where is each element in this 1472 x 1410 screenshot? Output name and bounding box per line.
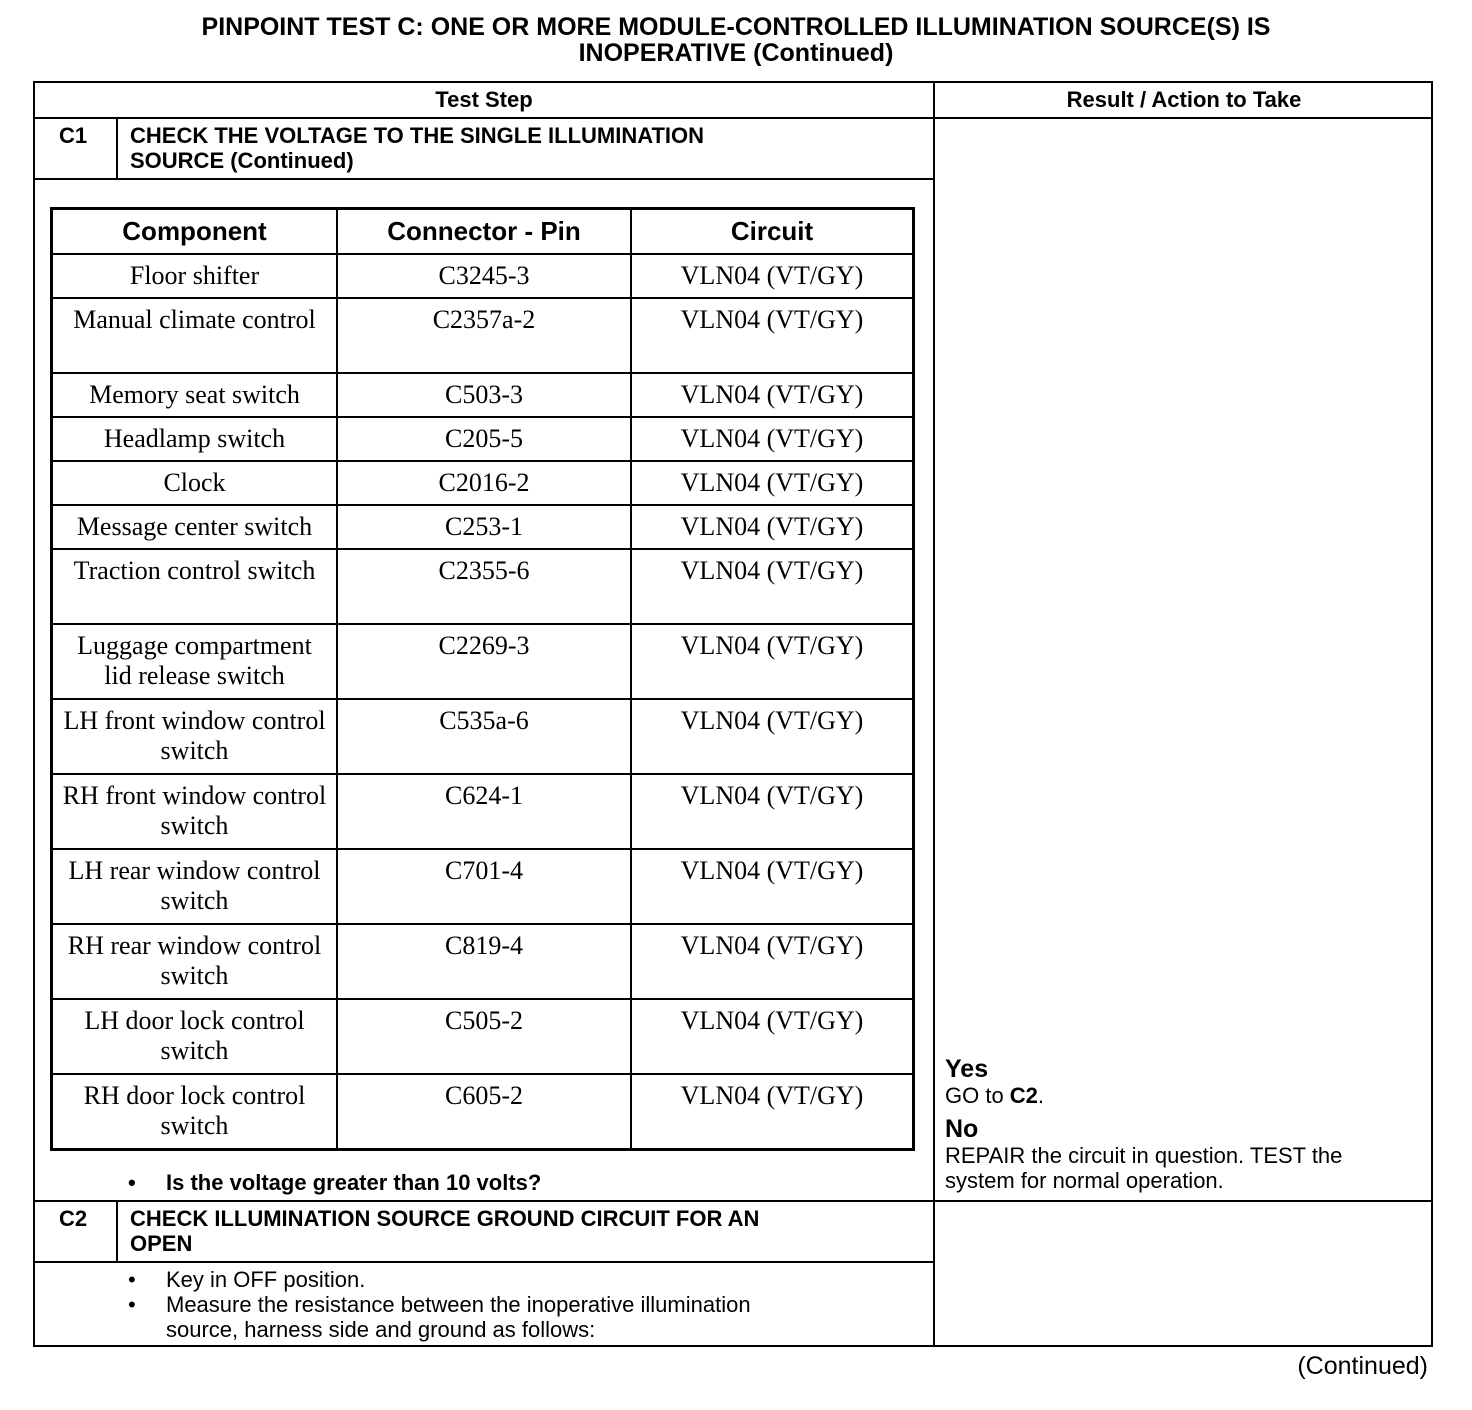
- cell-circuit: VLN04 (VT/GY): [631, 774, 914, 849]
- component-table-body: [52, 254, 914, 1149]
- step-id-divider: [116, 1201, 118, 1261]
- step-title-c2-line-1: CHECK ILLUMINATION SOURCE GROUND CIRCUIT FOR AN: [130, 1206, 760, 1231]
- cell-connector-pin: C624-1: [337, 774, 631, 849]
- bullet-item: [128, 1292, 908, 1317]
- bullet-icon: •: [128, 1170, 136, 1195]
- step-id-c2: C2: [59, 1206, 88, 1231]
- table-row: [52, 699, 914, 774]
- step-title-c2: [130, 1206, 759, 1256]
- cell-circuit: VLN04 (VT/GY): [631, 461, 914, 505]
- result-no-line-1: REPAIR the circuit in question. TEST the: [945, 1143, 1343, 1168]
- page-title: [0, 14, 1472, 66]
- cell-connector-pin: C2269-3: [337, 624, 631, 699]
- result-no-label: No: [945, 1115, 979, 1143]
- question-text: Is the voltage greater than 10 volts?: [166, 1170, 542, 1195]
- cell-component: Headlamp switch: [52, 417, 338, 461]
- table-row: [52, 505, 914, 549]
- table-row: [52, 549, 914, 624]
- cell-component: LH rear window control switch: [52, 849, 338, 924]
- bullet-text: Measure the resistance between the inoperative illumination: [166, 1292, 751, 1317]
- cell-component: Luggage compartment lid release switch: [52, 624, 338, 699]
- title-line-1: PINPOINT TEST C: ONE OR MORE MODULE-CONTROLLED ILLUMINATION SOURCE(S) IS: [201, 13, 1271, 41]
- bullet-item: [128, 1267, 908, 1292]
- table-row: [52, 1074, 914, 1149]
- result-yes-suffix: .: [1037, 1083, 1045, 1108]
- divider: [35, 178, 933, 180]
- bullet-continuation: [128, 1317, 908, 1342]
- table-row: [52, 254, 914, 298]
- table-header-row: [52, 209, 914, 255]
- column-header-circuit: Circuit: [631, 209, 914, 255]
- cell-circuit: VLN04 (VT/GY): [631, 924, 914, 999]
- divider: [35, 1261, 933, 1263]
- cell-connector-pin: C535a-6: [337, 699, 631, 774]
- step-title-c1-line-1: CHECK THE VOLTAGE TO THE SINGLE ILLUMINATION: [130, 123, 705, 148]
- cell-circuit: VLN04 (VT/GY): [631, 298, 914, 373]
- cell-component: LH door lock control switch: [52, 999, 338, 1074]
- bullet-text: Key in OFF position.: [166, 1267, 366, 1292]
- cell-component: Floor shifter: [52, 254, 338, 298]
- cell-component: Memory seat switch: [52, 373, 338, 417]
- cell-component: RH rear window control switch: [52, 924, 338, 999]
- cell-circuit: VLN04 (VT/GY): [631, 505, 914, 549]
- step-id-c1: C1: [59, 123, 88, 148]
- cell-component: Manual climate control: [52, 298, 338, 373]
- cell-circuit: VLN04 (VT/GY): [631, 699, 914, 774]
- title-line-2: INOPERATIVE (Continued): [578, 39, 894, 67]
- cell-connector-pin: C2357a-2: [337, 298, 631, 373]
- table-row: [52, 924, 914, 999]
- header-result-action: Result / Action to Take: [1066, 87, 1302, 112]
- table-row: [52, 849, 914, 924]
- cell-circuit: VLN04 (VT/GY): [631, 1074, 914, 1149]
- cell-component: Message center switch: [52, 505, 338, 549]
- result-yes-label: Yes: [945, 1055, 989, 1083]
- cell-circuit: VLN04 (VT/GY): [631, 624, 914, 699]
- result-yes-prefix: GO to: [945, 1083, 1010, 1108]
- cell-connector-pin: C819-4: [337, 924, 631, 999]
- table-row: [52, 417, 914, 461]
- column-header-connector-pin: Connector - Pin: [337, 209, 631, 255]
- cell-connector-pin: C605-2: [337, 1074, 631, 1149]
- result-yes-action: [945, 1083, 1342, 1108]
- cell-connector-pin: C2355-6: [337, 549, 631, 624]
- cell-circuit: VLN04 (VT/GY): [631, 999, 914, 1074]
- result-yes-target: C2: [1009, 1083, 1038, 1108]
- bullet-icon: •: [128, 1267, 136, 1292]
- continued-label: (Continued): [1297, 1352, 1428, 1380]
- cell-circuit: VLN04 (VT/GY): [631, 254, 914, 298]
- cell-connector-pin: C701-4: [337, 849, 631, 924]
- step-title-c1: [130, 123, 704, 173]
- cell-connector-pin: C2016-2: [337, 461, 631, 505]
- cell-connector-pin: C505-2: [337, 999, 631, 1074]
- cell-component: LH front window control switch: [52, 699, 338, 774]
- step-title-c1-line-2: SOURCE (Continued): [130, 148, 354, 173]
- divider: [35, 1200, 1431, 1202]
- table-row: [52, 774, 914, 849]
- table-row: [52, 461, 914, 505]
- divider: [35, 117, 1431, 119]
- table-row: [52, 999, 914, 1074]
- cell-connector-pin: C503-3: [337, 373, 631, 417]
- table-row: [52, 373, 914, 417]
- component-table: [50, 207, 915, 1151]
- bullet-icon: •: [128, 1292, 136, 1317]
- step-title-c2-line-2: OPEN: [130, 1231, 193, 1256]
- cell-component: RH front window control switch: [52, 774, 338, 849]
- cell-circuit: VLN04 (VT/GY): [631, 373, 914, 417]
- table-row: [52, 624, 914, 699]
- cell-component: Traction control switch: [52, 549, 338, 624]
- cell-circuit: VLN04 (VT/GY): [631, 417, 914, 461]
- cell-circuit: VLN04 (VT/GY): [631, 549, 914, 624]
- table-row: [52, 298, 914, 373]
- column-header-component: Component: [52, 209, 338, 255]
- column-divider: [933, 83, 935, 1345]
- cell-component: Clock: [52, 461, 338, 505]
- cell-component: RH door lock control switch: [52, 1074, 338, 1149]
- bullet-text: source, harness side and ground as follows:: [166, 1317, 596, 1342]
- step-id-divider: [116, 118, 118, 178]
- cell-circuit: VLN04 (VT/GY): [631, 849, 914, 924]
- pinpoint-test-table: [33, 81, 1433, 1347]
- header-test-step: Test Step: [435, 87, 533, 112]
- cell-connector-pin: C253-1: [337, 505, 631, 549]
- result-c1: [945, 1056, 1342, 1193]
- result-no-line-2: system for normal operation.: [945, 1168, 1224, 1193]
- cell-connector-pin: C3245-3: [337, 254, 631, 298]
- cell-connector-pin: C205-5: [337, 417, 631, 461]
